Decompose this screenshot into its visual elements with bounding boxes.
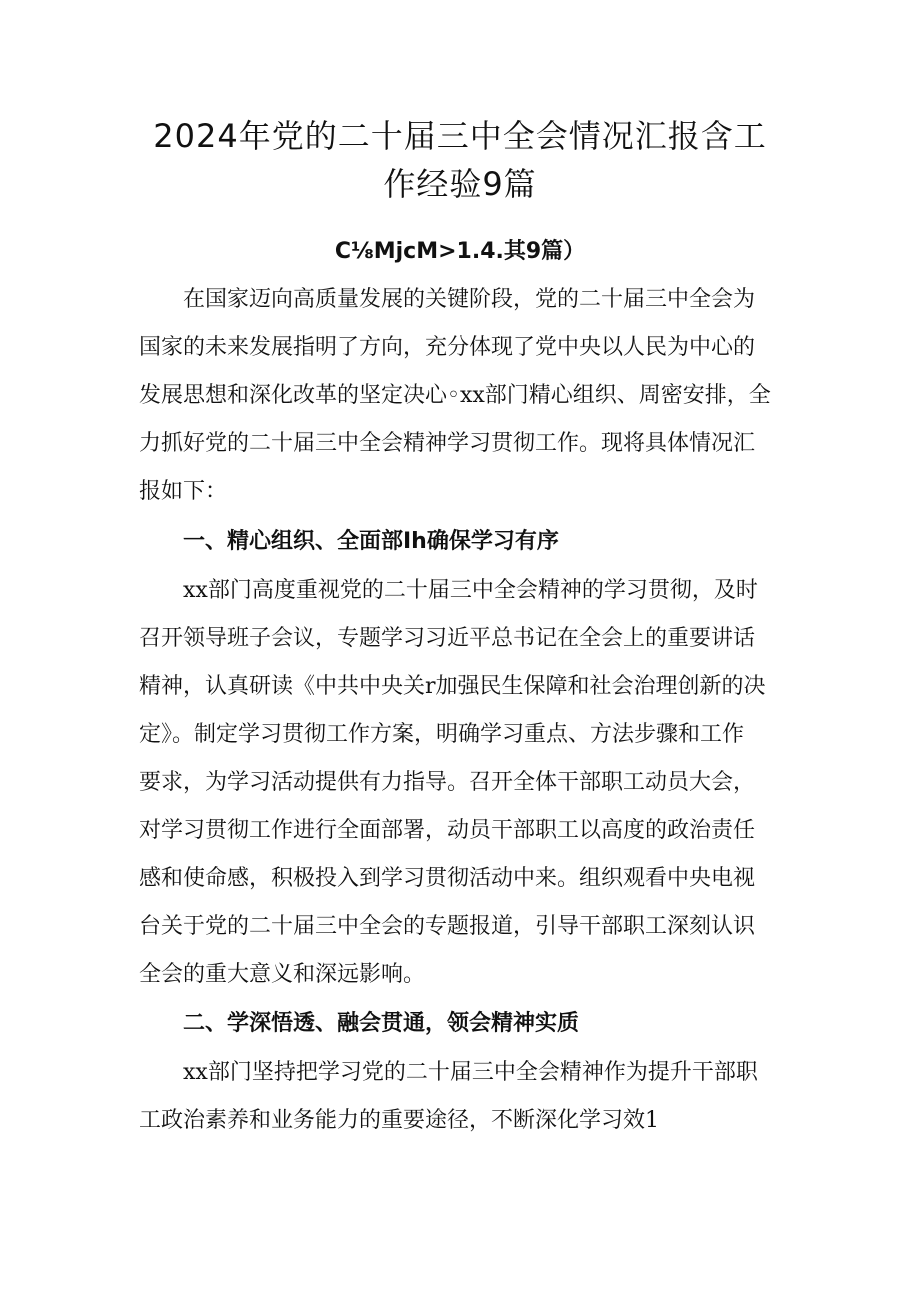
paragraph-line: xx部门高度重视党的二十届三中全会精神的学习贯彻，及时 <box>183 578 758 603</box>
paragraph-line: 召开领导班子会议，专题学习习近平总书记在全会上的重要讲话 <box>139 626 756 651</box>
paragraph-line: 力抓好党的二十届三中全会精神学习贯彻工作。现将具体情况汇 <box>139 431 756 456</box>
paragraph-line: 全会的重大意义和深远影响。 <box>139 962 426 987</box>
paragraph-line: 要求，为学习活动提供有力指导。召开全体干部职工动员大会， <box>139 770 756 795</box>
document-subtitle: C⅛MjcM>1.4.其9篇） <box>334 239 586 264</box>
paragraph-line: 国家的未来发展指明了方向，充分体现了党中央以人民为中心的 <box>139 335 756 360</box>
paragraph-line: 发展思想和深化改革的坚定决心◦xx部门精心组织、周密安排，全 <box>139 383 771 408</box>
document-title-line-1: 2024年党的二十届三中全会情况汇报含工 <box>153 117 767 155</box>
paragraph-line: 台关于党的二十届三中全会的专题报道，引导干部职工深刻认识 <box>139 914 756 939</box>
paragraph-line: 感和使命感，积极投入到学习贯彻活动中来。组织观看中央电视 <box>139 866 756 891</box>
document-title-line-2: 作经验9篇 <box>383 165 537 203</box>
paragraph-line: 报如下： <box>139 479 228 504</box>
paragraph-line: 在国家迈向高质量发展的关键阶段，党的二十届三中全会为 <box>183 287 756 312</box>
section-heading-1: 一、精心组织、全面部Ih确保学习有序 <box>183 529 559 554</box>
paragraph-line: 对学习贯彻工作进行全面部署，动员干部职工以高度的政治责任 <box>139 818 756 843</box>
section-heading-2: 二、学深悟透、融会贯通，领会精神实质 <box>183 1011 580 1036</box>
paragraph-line: 工政治素养和业务能力的重要途径，不断深化学习效1 <box>139 1108 659 1133</box>
paragraph-line: xx部门坚持把学习党的二十届三中全会精神作为提升干部职 <box>183 1060 758 1085</box>
paragraph-line: 定》。制定学习贯彻工作方案，明确学习重点、方法步骤和工作 <box>139 722 745 747</box>
paragraph-line: 精神，认真研读《中共中央关r加强民生保障和社会治理创新的决 <box>139 674 766 699</box>
